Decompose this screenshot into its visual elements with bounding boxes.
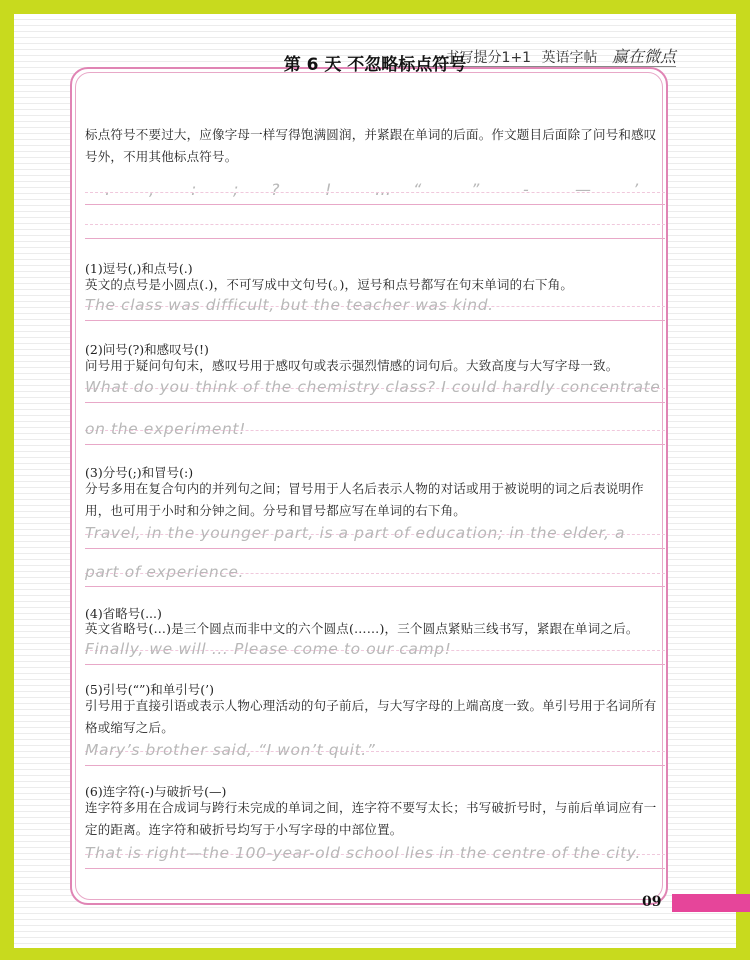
section-text: 英文的点号是小圆点(.)，不可写成中文句号(。)，逗号和点号都写在句末单词的右下角。 — [85, 277, 574, 292]
punct-mark: : — [191, 180, 197, 199]
punct-mark: “ — [413, 180, 422, 199]
page-number: 09 — [642, 894, 662, 910]
section-heading: (4)省略号(...) — [85, 606, 162, 621]
handwriting-example: Finally, we will ... Please come to our camp! — [85, 640, 452, 658]
punct-mark: ” — [471, 180, 480, 199]
section-text: 问号用于疑问句句末，感叹号用于感叹句或表示强烈情感的词句后。大致高度与大写字母一致。 — [85, 358, 619, 373]
section-text: 连字符多用在合成词与跨行未完成的单词之间，连字符不要写太长；书写破折号时，与前后单词应有一定的距离。连字符和破折号均写于小写字母的中部位置。 — [85, 800, 657, 837]
section-text: 分号多用在复合句内的并列句之间；冒号用于人名后表示人物的对话或用于被说明的词之后表说明作用，也可用于小时和分钟之间。分号和冒号都应写在单词的右下角。 — [85, 481, 644, 518]
header-title: 书写提分1+1 — [445, 50, 532, 66]
punct-mark: . — [105, 180, 111, 199]
handwriting-example: That is right—the 100-year-old school lies in the centre of the city. — [85, 844, 641, 862]
writing-line — [85, 204, 665, 205]
section-heading: (1)逗号(,)和点号(.) — [85, 261, 193, 276]
punct-mark: ! — [325, 180, 332, 199]
page — [14, 14, 736, 948]
writing-line — [85, 238, 665, 239]
punct-mark: - — [523, 180, 529, 199]
lesson-title: 第 6 天 不忽略标点符号 — [283, 55, 467, 75]
handwriting-example: The class was difficult, but the teacher was kind. — [85, 296, 494, 314]
punct-mark: ; — [233, 180, 239, 199]
section-heading: (3)分号(;)和冒号(:) — [85, 465, 194, 480]
intro-text: 标点符号不要过大，应像字母一样写得饱满圆润，并紧跟在单词的后面。作文题目后面除了问号和感叹号外，不用其他标点符号。 — [85, 127, 657, 164]
writing-line — [85, 765, 665, 766]
writing-line — [85, 402, 665, 403]
section-text: 英文省略号(...)是三个圆点而非中文的六个圆点(……)，三个圆点紧贴三线书写，紧跟在单词之后。 — [85, 621, 639, 636]
section-heading: (2)问号(?)和感叹号(!) — [85, 342, 209, 357]
writing-line — [85, 868, 665, 869]
writing-line — [85, 586, 665, 587]
punct-mark: … — [375, 180, 391, 199]
handwriting-example: part of experience. — [85, 563, 245, 581]
section-heading: (5)引号(“”)和单引号(’) — [85, 682, 214, 697]
writing-line — [85, 548, 665, 549]
section-text: 引号用于直接引语或表示人物心理活动的句子前后，与大写字母的上端高度一致。单引号用于名词所有格或缩写之后。 — [85, 698, 657, 735]
handwriting-example: What do you think of the chemistry class? I could hardly concentrate — [85, 378, 661, 396]
punct-mark: ? — [271, 180, 280, 199]
handwriting-example: Mary’s brother said, “I won’t quit.” — [85, 741, 376, 759]
header-brand: 赢在微点 — [611, 47, 676, 66]
writing-line — [85, 444, 665, 445]
handwriting-example: Travel, in the younger part, is a part of education; in the elder, a — [85, 524, 626, 542]
punct-mark: , — [149, 180, 155, 199]
header-subtitle: 英语字帖 — [541, 50, 598, 66]
guide-line — [85, 192, 665, 193]
writing-line — [85, 664, 665, 665]
page-number-accent-bar — [672, 894, 750, 912]
punct-mark: — — [575, 180, 591, 199]
section-heading: (6)连字符(-)与破折号(—) — [85, 784, 227, 799]
handwriting-example: on the experiment! — [85, 420, 246, 438]
guide-line — [85, 224, 665, 225]
punct-mark: ’ — [633, 180, 639, 199]
writing-line — [85, 320, 665, 321]
